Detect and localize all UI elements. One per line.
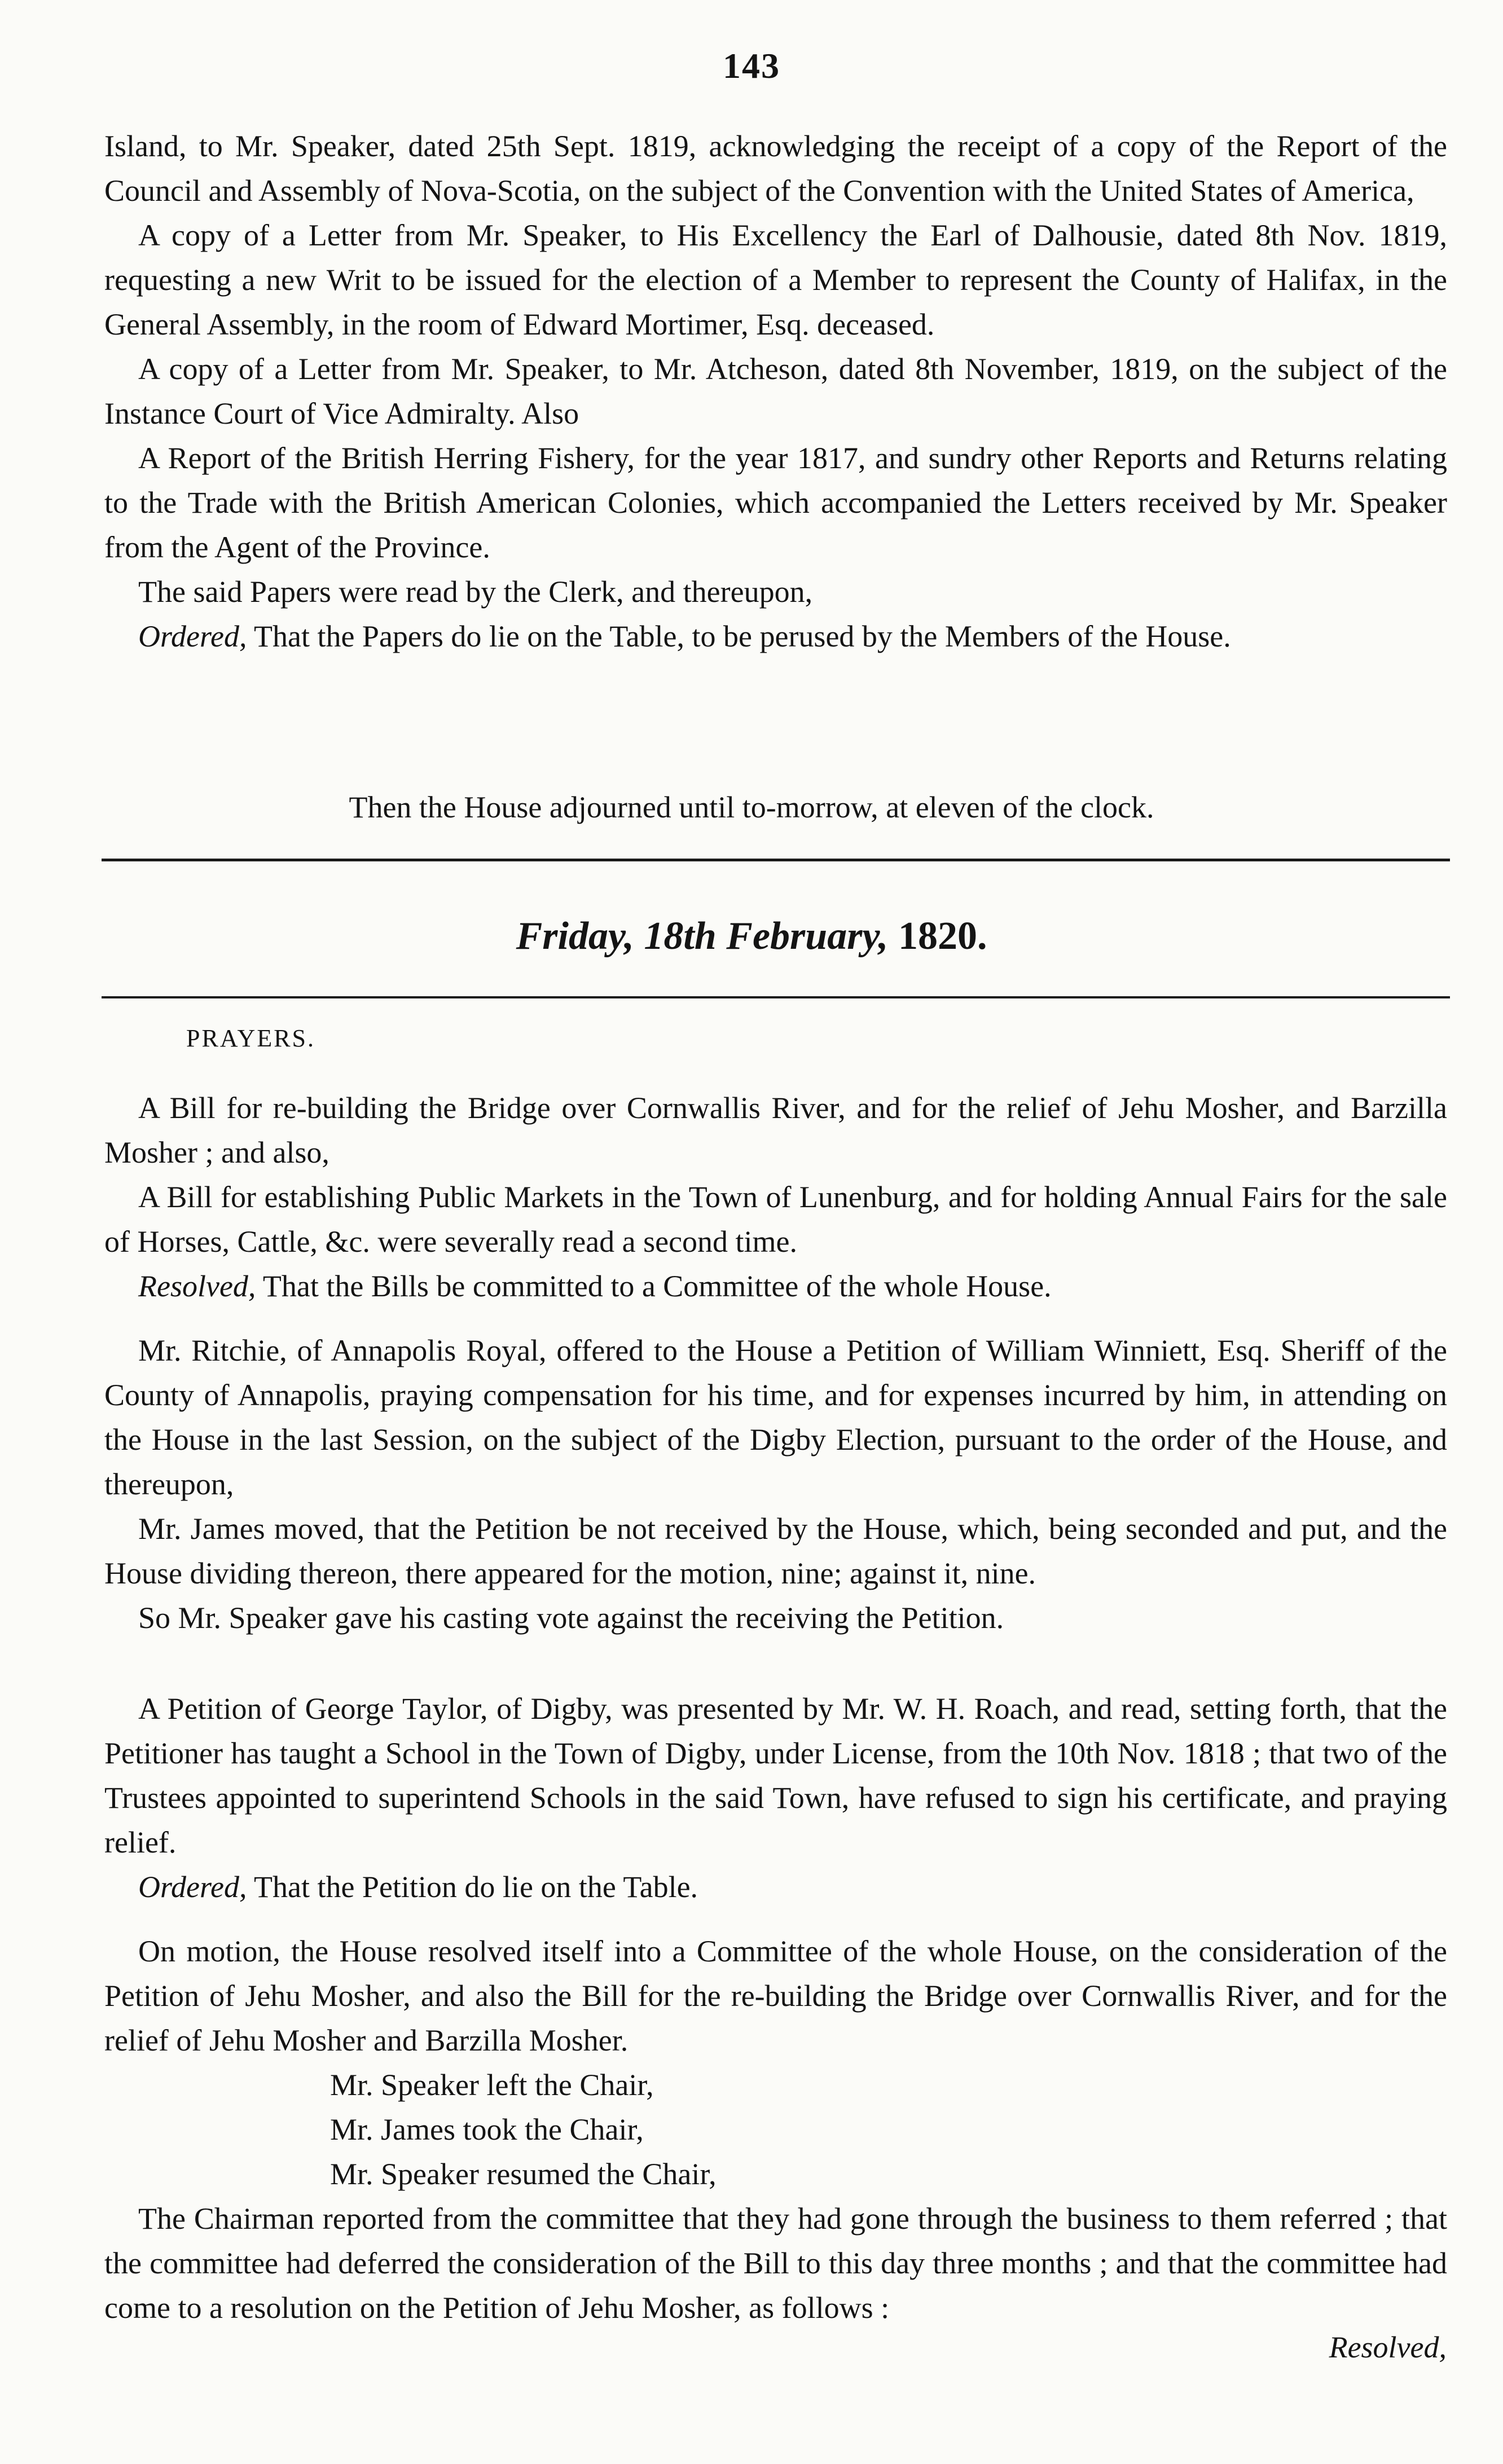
ritchie-section bbox=[104, 1328, 1447, 1640]
chair-line-left: Mr. Speaker left the Chair, bbox=[330, 2068, 654, 2102]
prayers-label: PRAYERS. bbox=[186, 1024, 316, 1052]
paragraph-bridge-bill: A Bill for re-building the Bridge over Cornwallis River, and for the relief of Jehu Mosher, and Barzilla Mosher ; and also, bbox=[104, 1091, 1447, 1169]
day-heading-year: 1820. bbox=[888, 914, 987, 958]
taylor-section bbox=[104, 1687, 1447, 1909]
chair-line-took: Mr. James took the Chair, bbox=[330, 2113, 644, 2146]
paragraph-winniett-petition: Mr. Ritchie, of Annapolis Royal, offered to the House a Petition of William Winniett, Esq. Sheriff of the County of Annapolis, praying compensation for his time, and for expenses incurred by him, in attending on the House in the last Session, on the subject of the Digby Election, pursuant to the order of the House, and thereupon, bbox=[104, 1334, 1447, 1501]
catchword: Resolved, bbox=[1329, 2330, 1447, 2364]
chair-lines bbox=[104, 2063, 1447, 2197]
paragraph-committee-motion: On motion, the House resolved itself into a Committee of the whole House, on the consideration of the Petition of Jehu Mosher, and also the Bill for the re-building the Bridge over Cornwallis River, and for the relief of Jehu Mosher and Barzilla Mosher. bbox=[104, 1934, 1447, 2057]
paragraph-atcheson-letter: A copy of a Letter from Mr. Speaker, to Mr. Atcheson, dated 8th November, 1819, on the subject of the Instance Court of Vice Admiralty. Also bbox=[104, 352, 1447, 430]
resolved-label: Resolved, bbox=[138, 1269, 256, 1303]
paragraph-herring-report: A Report of the British Herring Fishery, for the year 1817, and sundry other Reports and Returns relating to the Trade with the British American Colonies, which accompanied the Letters received by Mr. Speaker from the Agent of the Province. bbox=[104, 441, 1447, 564]
section-rule-bottom bbox=[102, 996, 1450, 998]
page-number: 143 bbox=[723, 46, 780, 86]
paragraph-resolved-bills bbox=[104, 1264, 1447, 1309]
paragraph-ordered-petition bbox=[104, 1865, 1447, 1909]
resolved-text: That the Bills be committed to a Committee of the whole House. bbox=[256, 1269, 1052, 1303]
adjourned-line: Then the House adjourned until to-morrow, at eleven of the clock. bbox=[349, 790, 1154, 824]
paragraph-markets-bill: A Bill for establishing Public Markets in the Town of Lunenburg, and for holding Annual Fairs for the sale of Horses, Cattle, &c. were severally read a second time. bbox=[104, 1180, 1447, 1259]
day-heading bbox=[0, 914, 1503, 959]
day-heading-date: Friday, 18th February, bbox=[516, 914, 889, 958]
paragraph-casting-vote: So Mr. Speaker gave his casting vote against the receiving the Petition. bbox=[138, 1601, 1004, 1635]
top-section bbox=[104, 124, 1447, 659]
ordered-text: That the Papers do lie on the Table, to be perused by the Members of the House. bbox=[247, 619, 1231, 653]
paragraph-ordered-papers bbox=[104, 614, 1447, 659]
paragraph-papers-read: The said Papers were read by the Clerk, and thereupon, bbox=[138, 575, 813, 609]
chair-line-resumed: Mr. Speaker resumed the Chair, bbox=[330, 2157, 717, 2191]
paragraph-report-letter: Island, to Mr. Speaker, dated 25th Sept. 1819, acknowledging the receipt of a copy of the Report of the Council and Assembly of Nova-Scotia, on the subject of the Convention with the United States of America, bbox=[104, 129, 1447, 208]
paragraph-james-motion: Mr. James moved, that the Petition be not received by the House, which, being seconded and put, and the House dividing thereon, there appeared for the motion, nine; against it, nine. bbox=[104, 1512, 1447, 1590]
paragraph-taylor-petition: A Petition of George Taylor, of Digby, was presented by Mr. W. H. Roach, and read, setting forth, that the Petitioner has taught a School in the Town of Digby, under License, from the 10th Nov. 1818 ; that two of the Trustees appointed to superintend Schools in the said Town, have refused to sign his certificate, and praying relief. bbox=[104, 1692, 1447, 1859]
paragraph-chairman-report: The Chairman reported from the committee that they had gone through the business to them referred ; that the committee had deferred the consideration of the Bill to this day three months ; and that the committee had come to a resolution on the Petition of Jehu Mosher, as follows : bbox=[104, 2202, 1447, 2325]
ordered-label: Ordered, bbox=[138, 619, 247, 653]
ordered-text-2: That the Petition do lie on the Table. bbox=[247, 1870, 698, 1904]
section-rule-top bbox=[102, 859, 1450, 861]
ordered-label-2: Ordered, bbox=[138, 1870, 247, 1904]
committee-section bbox=[104, 1929, 1447, 2330]
paragraph-dalhousie-letter: A copy of a Letter from Mr. Speaker, to His Excellency the Earl of Dalhousie, dated 8th Nov. 1819, requesting a new Writ to be issued for the election of a Member to represent the County of Halifax, in the General Assembly, in the room of Edward Mortimer, Esq. deceased. bbox=[104, 218, 1447, 341]
bills-section bbox=[104, 1086, 1447, 1309]
